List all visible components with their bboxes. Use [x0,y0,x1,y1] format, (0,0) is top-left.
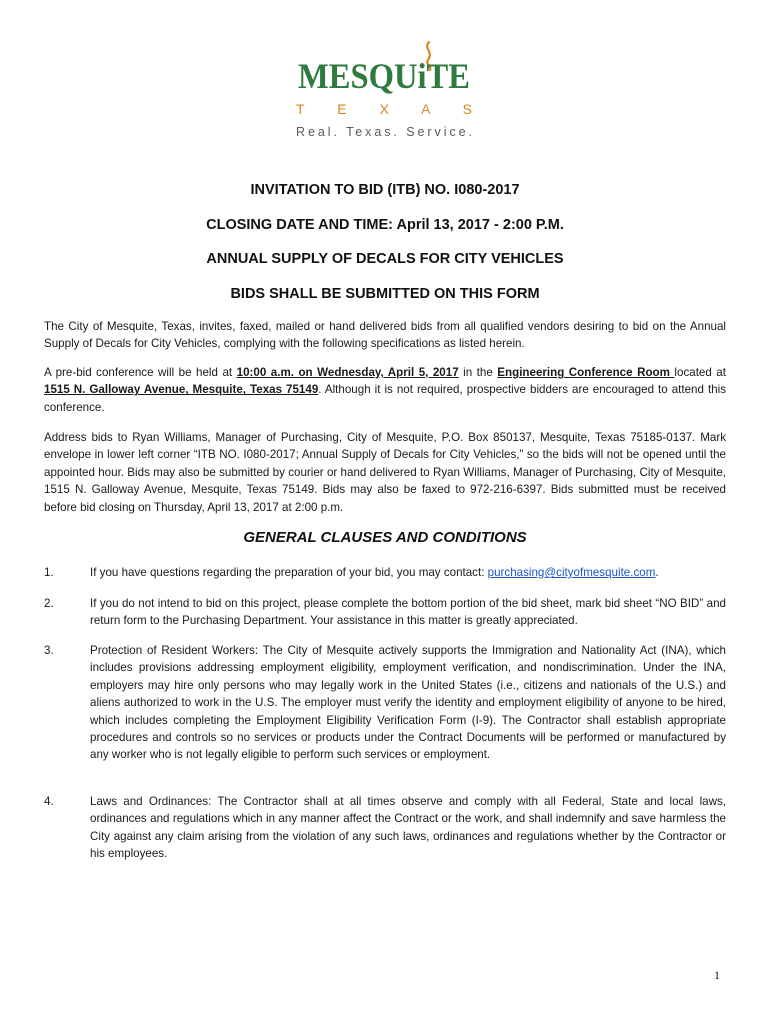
conference-room: Engineering Conference Room [497,366,675,379]
clause-text: If you do not intend to bid on this project, please complete the bottom portion of the bid sheet, mark bid sheet “NO BID” and return form to the Purchasing Department. Your assistance in this matter is greatly appreciated. [90,597,726,628]
mesquite-logo [296,36,486,144]
clause-text: Laws and Ordinances: The Contractor shall at all times observe and comply with all Federal, State and local laws, ordinances and regulations which in any manner affect the Contract or the work, and shall indemnify and save harmless the City against any claim arising from the violation of any such laws, ordinances and regulations whether by the Contractor or his employees. [90,795,726,861]
conference-text: A pre-bid conference will be held at [44,366,237,379]
conference-text: located at [674,366,726,379]
pre-bid-conference-paragraph [44,364,726,416]
subject-heading: ANNUAL SUPPLY OF DECALS FOR CITY VEHICLES [206,251,564,267]
clause-number: 4. [44,795,54,808]
clause-text [90,564,726,581]
clause-text-part: If you have questions regarding the preparation of your bid, you may contact: [90,566,488,579]
clause-text: Protection of Resident Workers: The City of Mesquite actively supports the Immigration and Nationality Act (INA), which includes provisions addressing employment eligibility, employment verification, and nondiscrimination. Under the INA, employers may hire only persons who may legally work in the United States (i.e., citizens and nationals of the U.S.) and aliens authorized to work in the U.S. The employer must verify the identity and employment eligibility of anyone to be hired, which includes completing the Employment Eligibility Verification Form (I-9). The Contractor shall establish appropriate procedures and controls so no services or products under the Contract Documents will be performed or manufactured by any worker who is not legally eligible to perform such services or employment. [90,644,726,762]
purchasing-email-link[interactable]: purchasing@cityofmesquite.com [487,566,656,579]
conference-text: . Although it is not required, prospective bidders are encouraged to attend this conference. [44,383,726,414]
logo-wordmark: MESQUiTE [298,56,470,96]
logo-graphic [296,36,486,144]
logo-state-text: T E X A S [296,101,472,117]
page-number: 1 [714,968,720,982]
logo-tagline: Real. Texas. Service. [296,125,472,139]
general-clauses-title: GENERAL CLAUSES AND CONDITIONS [243,529,527,546]
conference-address: 1515 N. Galloway Avenue, Mesquite, Texas 75149 [44,383,319,397]
clause-number: 3. [44,644,54,657]
intro-paragraph: The City of Mesquite, Texas, invites, faxed, mailed or hand delivered bids from all qualified vendors desiring to bid on the Annual Supply of Decals for City Vehicles, complying with the following specifications as listed herein. [44,320,726,351]
closing-date-heading: CLOSING DATE AND TIME: April 13, 2017 - 2:00 P.M. [206,217,564,233]
bid-address-paragraph: Address bids to Ryan Williams, Manager of Purchasing, City of Mesquite, P.O. Box 850137, Mesquite, Texas 75185-0137. Mark envelope in lower left corner “ITB NO. I080-2017; Annual Supply of Decals for City Vehicles,” so the bids will not be opened until the appointed hour. Bids may also be submitted by courier or hand delivered to Ryan Williams, Manager of Purchasing, City of Mesquite, 1515 N. Galloway Avenue, Mesquite, Texas 75149. Bids may also be faxed to 972-216-6397. Bids submitted must be received before bid closing on Thursday, April 13, 2017 at 2:00 p.m. [44,431,726,514]
itb-number-heading: INVITATION TO BID (ITB) NO. I080-2017 [250,182,520,198]
clause-number: 2. [44,597,54,610]
clause-number: 1. [44,566,54,579]
form-notice-heading: BIDS SHALL BE SUBMITTED ON THIS FORM [230,286,540,302]
conference-text: in the [458,366,498,379]
conference-time: 10:00 a.m. on Wednesday, April 5, 2017 [236,366,459,379]
clause-text-part: . [655,566,659,579]
